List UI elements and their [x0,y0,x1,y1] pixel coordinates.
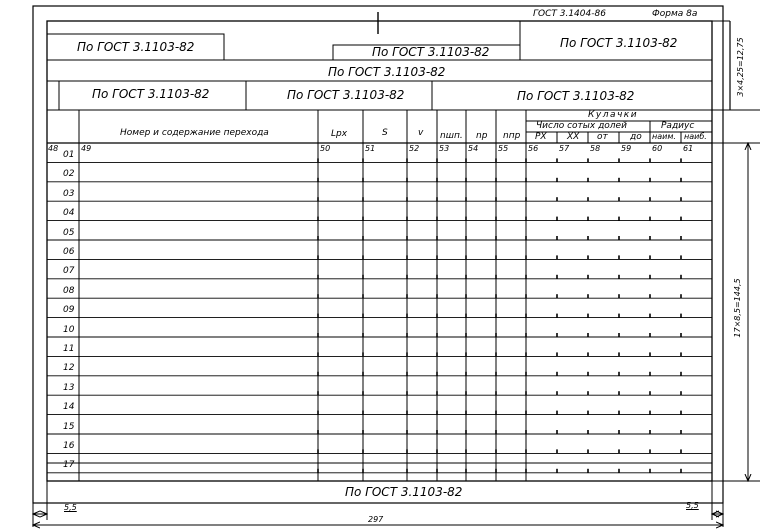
row-number: 08 [63,285,75,296]
row-number: 04 [63,208,75,219]
col-cams: Кулачки [588,110,639,120]
field-number: 49 [81,144,92,153]
col-npp: nпр [503,131,521,141]
field-number: 54 [468,144,479,153]
field-number: 51 [365,144,376,153]
row-lines [47,162,712,472]
dim-header-height: 3×4,25=12,75 [736,37,745,97]
row-number: 09 [63,305,75,316]
row-ticks [318,158,681,472]
field-number: 61 [683,144,694,153]
row-number: 14 [63,402,75,413]
standard-label: ГОСТ 3.1404-86 [533,9,606,19]
dim-margin-left: 5,5 [64,503,77,512]
field-number: 48 [48,144,59,153]
row-number: 07 [63,266,75,277]
field-number: 60 [652,144,663,153]
field-number: 53 [439,144,450,153]
row-number: 06 [63,247,75,257]
dim-width: 297 [368,515,384,524]
ref-row3-b: По ГОСТ 3.1103-82 [287,88,405,102]
col-from: от [597,132,608,142]
ref-middle: По ГОСТ 3.1103-82 [372,45,490,59]
ref-row3-a: По ГОСТ 3.1103-82 [92,87,210,101]
row-number: 02 [63,169,75,180]
field-number: 56 [528,144,539,153]
field-number: 52 [409,144,420,153]
row-number: 01 [63,150,75,160]
dim-body-height: 17×8,5=144,5 [733,278,742,338]
field-number: 50 [320,144,331,153]
row-number: 03 [63,188,75,199]
field-number: 58 [590,144,601,153]
ref-left: По ГОСТ 3.1103-82 [77,40,195,54]
row-number: 13 [63,382,75,393]
row-number: 12 [63,363,75,374]
col-v: v [418,128,424,138]
dim-margin-right: 5,5 [686,501,699,510]
col-nshp: nшп. [440,131,463,141]
field-number: 55 [498,144,509,153]
col-s: S [382,128,388,138]
col-max: наиб. [684,132,707,141]
row-number: 05 [63,227,75,238]
row-number: 17 [63,460,75,471]
col-min: наим. [652,132,676,141]
ref-bottom: По ГОСТ 3.1103-82 [345,485,463,499]
col-radius: Радиус [661,121,695,131]
row-number: 11 [63,344,75,354]
col-lpx: Lрх [331,129,348,139]
col-xx: ХХ [567,132,580,142]
ref-row3-c: По ГОСТ 3.1103-82 [517,89,635,103]
field-number: 59 [621,144,632,153]
field-number: 57 [559,144,570,153]
col-to: до [630,132,642,142]
row-number: 15 [63,421,75,432]
row-number: 10 [63,324,75,335]
ref-row2: По ГОСТ 3.1103-82 [328,65,446,79]
row-number: 16 [63,441,75,451]
ref-right: По ГОСТ 3.1103-82 [560,36,678,50]
form-label: Форма 8а [652,9,698,19]
col-transition: Номер и содержание перехода [120,128,269,138]
col-rx: РХ [535,132,547,142]
col-teeth-group: Число сотых долей [536,121,627,131]
col-np: nр [476,131,488,141]
